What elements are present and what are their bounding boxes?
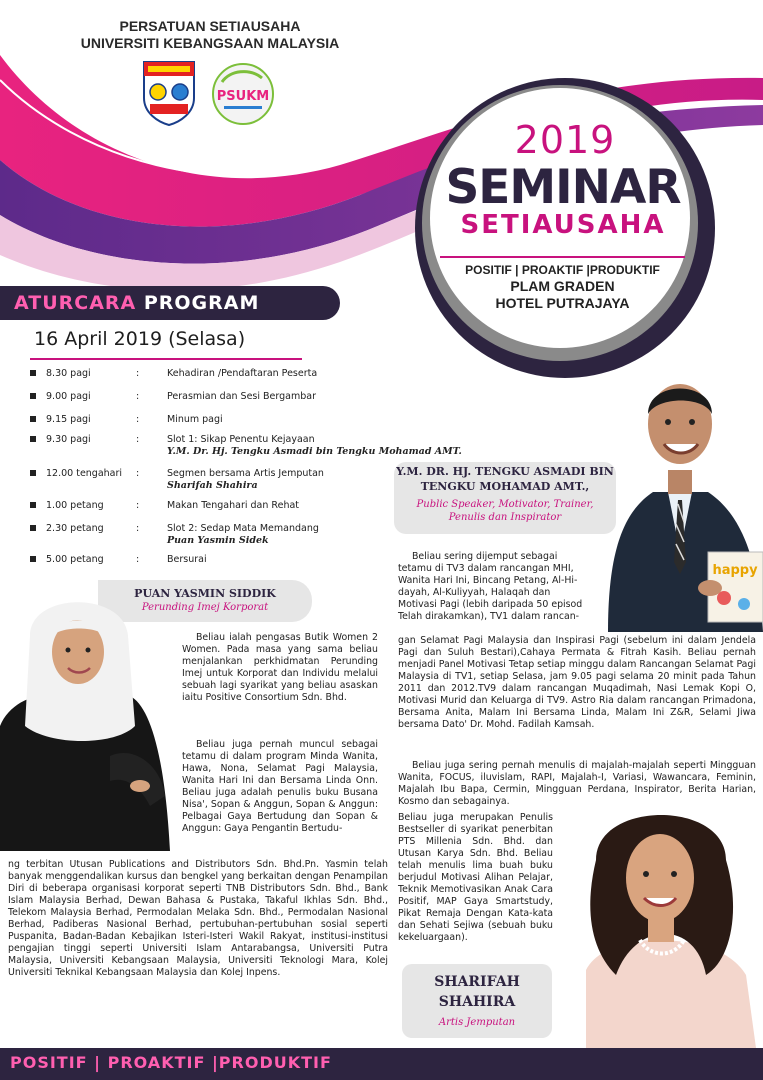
bullet-icon: [30, 416, 36, 422]
event-title-setiausaha: SETIAUSAHA: [460, 210, 666, 240]
speaker3-name-line2: SHAHIRA: [438, 994, 516, 1010]
schedule-desc: Makan Tengahari dan Rehat: [167, 500, 300, 511]
schedule-colon: :: [136, 500, 140, 511]
speaker1-bio-rest: gan Selamat Pagi Malaysia dan Inspirasi Pagi (sebelum ini dalam Jendela Pagi dan Suluh Bestari),Cahaya Permata & Fitrah Kasih. Beliau pernah menjadi Panel Motivasi Tetap setiap minggu dalam Rancangan Selamat Pagi Malaysia di TV1, setiap Selasa, jam 9.05 pagi selama 20 minit pada Tahun 2011 dan 2012.TV9 dalam rancangan Muqadimah, Nasi Lemak Kopi O, Motivasi Murid dan Keluarga di TV9. Astro Ria dalam rancangan Primadona, Bersama Anita, Malam Ini Bersama Linda, Malam Ini Z&R, Selami Jiwa bersama Dato' Dr. Mohd. Fadilah Kamsah.: [398, 635, 756, 730]
schedule-time: 9.30 pagi: [46, 434, 91, 445]
speaker2-photo: [0, 596, 175, 851]
schedule-time: 12.00 tengahari: [46, 468, 123, 479]
speaker3-role: Artis Jemputan: [438, 1017, 516, 1028]
speaker1-name-line1: Y.M. DR. HJ. TENGKU ASMADI BIN: [396, 465, 614, 478]
speaker2-role: Perunding Imej Korporat: [141, 602, 269, 613]
venue-line1: PLAM GRADEN: [510, 278, 615, 294]
schedule-colon: :: [136, 468, 140, 479]
bio-line: Beliau sering dijemput sebagai: [412, 551, 558, 562]
speaker3-name-line1: SHARIFAH: [434, 974, 520, 990]
schedule-colon: :: [136, 414, 140, 425]
schedule-colon: :: [136, 523, 140, 534]
footer-tagline: POSITIF | PROAKTIF |PRODUKTIF: [10, 1053, 332, 1072]
speaker1-bio-p2: Beliau juga sering pernah menulis di majalah-majalah seperti Mingguan Wanita, FOCUS, iluvislam, RAPI, Majalah-I, Variasi, Wawancara, Feminin, Majalah Ibu Bapa, Cermin, Mingguan Perdana, Inspirator, Berita Harian, Kosmo dan sebagainya.: [398, 760, 756, 807]
schedule-desc: Perasmian dan Sesi Bergambar: [167, 391, 317, 402]
bio-line: Telah dirakamkan), TV1 dalam rancan-: [398, 611, 580, 622]
ukm-crest-logo: [140, 58, 198, 126]
schedule-desc-text: Slot 1: Sikap Penentu Kejayaan: [167, 434, 315, 445]
org-name: [60, 18, 360, 52]
speaker2-bio-p3: ng terbitan Utusan Publications and Distributors Sdn. Bhd.Pn. Yasmin telah banyak menggendalikan kursus dan bengkel yang berkaitan dengan Penampilan Diri di beberapa organisasi korporat seperti TNB Distributors Sdn. Bhd., Bank Islam Malaysia Berhad, Dewan Bahasa & Pustaka, Takaful Ikhlas Sdn. Bhd., Telekom Malaysia Berhad, Permodalan Melaka Sdn. Bhd., Permodalan Nasional Berhad, Padiberas Nasional Berhad, pertubuhan-pertubuhan sosial seperti Puspanita, Badan-Badan Kebajikan Isteri-Isteri Wakil Rakyat, institusi-institusi pengajian tinggi seperti Universiti Islam Antarabangsa, Universiti Putra Malaysia, Universiti Kebangsaan Malaysia, Universiti Teknologi Mara, Kolej Universiti Teknikal Kebangsaan Malaysia dan Kolej Inpens.: [8, 859, 388, 978]
speaker2-name: PUAN YASMIN SIDDIK: [134, 587, 276, 600]
psukm-logo: [210, 62, 276, 126]
bio-line: Motivasi Pagi (lebih daripada 50 episod: [398, 599, 583, 610]
schedule-desc: [167, 523, 319, 547]
speaker1-role-line2: Penulis dan Inspirator: [448, 512, 562, 523]
bio-line: tetamu di TV3 dalam rancangan MHI,: [398, 563, 574, 574]
schedule-desc-text: Slot 2: Sedap Mata Memandang: [167, 523, 319, 534]
event-title-seminar: SEMINAR: [445, 160, 681, 215]
schedule-time: 9.15 pagi: [46, 414, 91, 425]
schedule-colon: :: [136, 434, 140, 445]
event-year: 2019: [514, 118, 616, 162]
speaker2-bio-p2: Beliau juga pernah muncul sebagai tetamu di dalam program Minda Wanita, Hawa, Nona, Selamat Pagi Malaysia, Wanita Hari Ini dan Bersama Linda Onn. Beliau juga adalah penulis buku Busana Nisa', Sopan & Anggun, Sopan & Anggun: Pelbagai Gaya Bertudung dan Sopan & Anggun: Gaya Pengantin Bertudu-: [182, 739, 378, 834]
speaker1-name-line2: TENGKU MOHAMAD AMT.,: [420, 480, 590, 493]
schedule-desc: Minum pagi: [167, 414, 223, 425]
speaker1-role-line1: Public Speaker, Motivator, Trainer,: [416, 499, 594, 510]
schedule-desc: Bersurai: [167, 554, 207, 565]
schedule-speaker: Puan Yasmin Sidek: [167, 535, 269, 546]
bullet-icon: [30, 525, 36, 531]
schedule-speaker: Y.M. Dr. Hj. Tengku Asmadi bin Tengku Mohamad AMT.: [167, 446, 462, 457]
speaker2-bio-p1: Beliau ialah pengasas Butik Women 2 Women. Pada masa yang sama beliau menjalankan perkhidmatan Perunding Imej untuk Korporat dan Individu melalui sebuah lagi syarikat yang beliau asaskan iaitu Positive Consortium Sdn. Bhd.: [182, 632, 378, 703]
date-underline: [30, 358, 302, 360]
schedule-time: 9.00 pagi: [46, 391, 91, 402]
speaker1-photo: [598, 352, 763, 632]
schedule-colon: :: [136, 368, 140, 379]
org-line2: UNIVERSITI KEBANGSAAN MALAYSIA: [80, 35, 340, 51]
bio-line: Wanita Hari Ini, Bincang Petang, Al-Hi-: [398, 575, 578, 586]
schedule-time: 1.00 petang: [46, 500, 104, 511]
org-line1: PERSATUAN SETIAUSAHA: [119, 18, 301, 34]
program-date: 16 April 2019 (Selasa): [34, 328, 246, 350]
bullet-icon: [30, 556, 36, 562]
schedule-desc: [167, 434, 462, 458]
speaker3-namebox: [402, 964, 552, 1038]
psukm-logo-text: PSUKM: [216, 89, 270, 104]
schedule-speaker: Sharifah Shahira: [167, 480, 258, 491]
bullet-icon: [30, 436, 36, 442]
bullet-icon: [30, 393, 36, 399]
speaker1-bio-intro: [398, 551, 598, 623]
schedule-desc: Kehadiran /Pendaftaran Peserta: [167, 368, 318, 379]
schedule-colon: :: [136, 391, 140, 402]
schedule-time: 2.30 petang: [46, 523, 104, 534]
event-venue: [440, 278, 685, 312]
bullet-icon: [30, 370, 36, 376]
event-tagline: POSITIF | PROAKTIF |PRODUKTIF: [440, 256, 685, 277]
speaker1-namebox: [394, 462, 616, 534]
program-title-b: PROGRAM: [136, 292, 260, 314]
schedule-time: 5.00 petang: [46, 554, 104, 565]
bullet-icon: [30, 502, 36, 508]
bio-line: dayah, Al-Kuliyyah, Halaqah dan: [398, 587, 551, 598]
speaker3-photo: [556, 800, 763, 1048]
speaker1-bio-p3: Beliau juga merupakan Penulis Bestseller di syarikat penerbitan PTS Millenia Sdn. Bhd. dan Utusan Karya Sdn. Bhd. Beliau telah menulis lima buah buku berjudul Motivasi Alihan Pelajar, Teknik Memotivasikan Anak Cara Positif, MAP Gaya Smartstudy, Pikat Remaja Dengan Kata-kata dan Sehati Sejiwa (sebuah buku kekeluargaan).: [398, 812, 553, 943]
schedule-colon: :: [136, 554, 140, 565]
schedule-desc: [167, 468, 324, 492]
schedule-time: 8.30 pagi: [46, 368, 91, 379]
schedule-desc-text: Segmen bersama Artis Jemputan: [167, 468, 324, 479]
bullet-icon: [30, 470, 36, 476]
venue-line2: HOTEL PUTRAJAYA: [495, 295, 630, 311]
book-title: happy: [712, 563, 758, 578]
program-title-a: ATURCARA: [14, 292, 137, 314]
program-title: [14, 292, 259, 314]
